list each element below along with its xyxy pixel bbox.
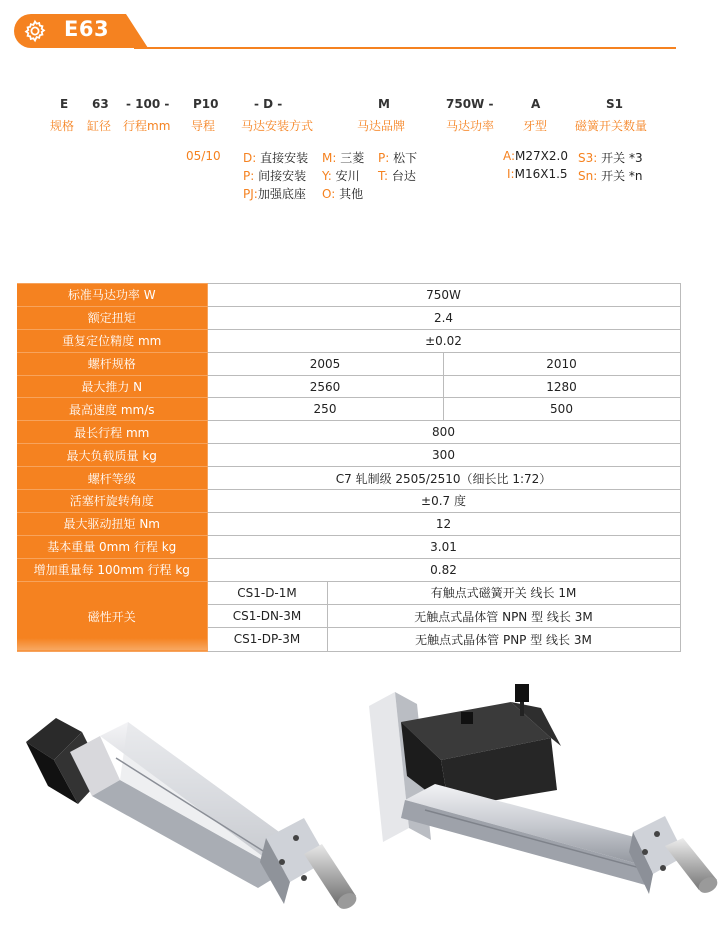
table-row	[17, 581, 680, 604]
row-label: 螺杆等级	[17, 467, 207, 490]
row-value: 3.01	[207, 535, 680, 558]
spec-table	[17, 283, 681, 652]
row-label: 最长行程 mm	[17, 421, 207, 444]
label-brand: 马达品牌	[357, 119, 406, 133]
code-thread: A	[531, 97, 541, 111]
label-stroke: 行程mm	[123, 119, 171, 133]
thread-option-i: I:M16X1.5	[507, 167, 568, 181]
brand-option-yaskawa: Y: 安川	[322, 169, 360, 183]
row-value: ±0.02	[207, 329, 680, 352]
code-stroke: - 100 -	[126, 97, 170, 111]
row-value-2010: 2010	[443, 352, 680, 375]
row-label: 最大推力 N	[17, 375, 207, 398]
table-row	[17, 535, 680, 558]
row-value: 12	[207, 512, 680, 535]
switch-label: 磁性开关	[17, 581, 207, 651]
switch-option-sn: Sn: 开关 *n	[578, 169, 643, 183]
row-label: 增加重量每 100mm 行程 kg	[17, 558, 207, 581]
code-brand: M	[378, 97, 390, 111]
row-value: C7 轧制级 2505/2510（细长比 1:72）	[207, 467, 680, 490]
mount-option-reinforced: PJ:加强底座	[243, 187, 306, 201]
table-row	[17, 467, 680, 490]
label-mount: 马达安装方式	[241, 119, 314, 133]
row-value: ±0.7 度	[207, 490, 680, 513]
brand-option-delta: T: 台达	[378, 169, 416, 183]
row-label: 基本重量 0mm 行程 kg	[17, 535, 207, 558]
code-mount: - D -	[254, 97, 283, 111]
table-row	[17, 352, 680, 375]
mount-option-direct: D: 直接安装	[243, 151, 309, 165]
switch-model: CS1-DP-3M	[207, 628, 327, 651]
table-row	[17, 421, 680, 444]
row-label: 活塞杆旋转角度	[17, 490, 207, 513]
mount-option-indirect: P: 间接安装	[243, 169, 307, 183]
row-label: 额定扭矩	[17, 306, 207, 329]
table-row	[17, 375, 680, 398]
header-divider	[134, 47, 676, 49]
row-label: 螺杆规格	[17, 352, 207, 375]
table-row	[17, 490, 680, 513]
table-row	[17, 558, 680, 581]
code-lead: P10	[193, 97, 219, 111]
product-image-inline-actuator	[20, 700, 360, 940]
code-switch: S1	[606, 97, 623, 111]
row-label: 最高速度 mm/s	[17, 398, 207, 421]
page-title: E63	[64, 17, 110, 41]
label-power: 马达功率	[446, 119, 495, 133]
switch-desc: 无触点式晶体管 NPN 型 线长 3M	[327, 604, 680, 627]
row-value-2005: 2005	[207, 352, 443, 375]
product-image-parallel-actuator	[365, 680, 725, 925]
switch-option-s3: S3: 开关 *3	[578, 151, 643, 165]
switch-model: CS1-D-1M	[207, 581, 327, 604]
table-row	[17, 444, 680, 467]
brand-option-panasonic: P: 松下	[378, 151, 418, 165]
switch-desc: 无触点式晶体管 PNP 型 线长 3M	[327, 628, 680, 651]
table-row	[17, 284, 680, 307]
label-bore: 缸径	[87, 119, 112, 133]
code-power: 750W -	[446, 97, 494, 111]
label-lead: 导程	[191, 119, 216, 133]
row-label: 标准马达功率 W	[17, 284, 207, 307]
row-value-2005: 250	[207, 398, 443, 421]
row-value-2010: 500	[443, 398, 680, 421]
table-row	[17, 329, 680, 352]
row-value: 800	[207, 421, 680, 444]
row-value: 300	[207, 444, 680, 467]
row-label: 最大负载质量 kg	[17, 444, 207, 467]
label-switch: 磁簧开关数量	[575, 119, 648, 133]
code-series: E	[60, 97, 69, 111]
row-value: 0.82	[207, 558, 680, 581]
label-series: 规格	[50, 119, 75, 133]
thread-option-a: A:M27X2.0	[503, 149, 568, 163]
switch-model: CS1-DN-3M	[207, 604, 327, 627]
table-row	[17, 512, 680, 535]
switch-desc: 有触点式磁簧开关 线长 1M	[327, 581, 680, 604]
table-row	[17, 306, 680, 329]
brand-option-other: O: 其他	[322, 187, 364, 201]
table-row	[17, 398, 680, 421]
lead-options: 05/10	[186, 149, 221, 163]
row-value-2005: 2560	[207, 375, 443, 398]
gear-icon	[23, 19, 47, 43]
brand-option-mitsubishi: M: 三菱	[322, 151, 365, 165]
row-label: 重复定位精度 mm	[17, 329, 207, 352]
label-thread: 牙型	[523, 119, 548, 133]
row-label: 最大驱动扭矩 Nm	[17, 512, 207, 535]
row-value: 2.4	[207, 306, 680, 329]
row-value: 750W	[207, 284, 680, 307]
row-value-2010: 1280	[443, 375, 680, 398]
section-header	[14, 14, 676, 50]
code-bore: 63	[92, 97, 109, 111]
